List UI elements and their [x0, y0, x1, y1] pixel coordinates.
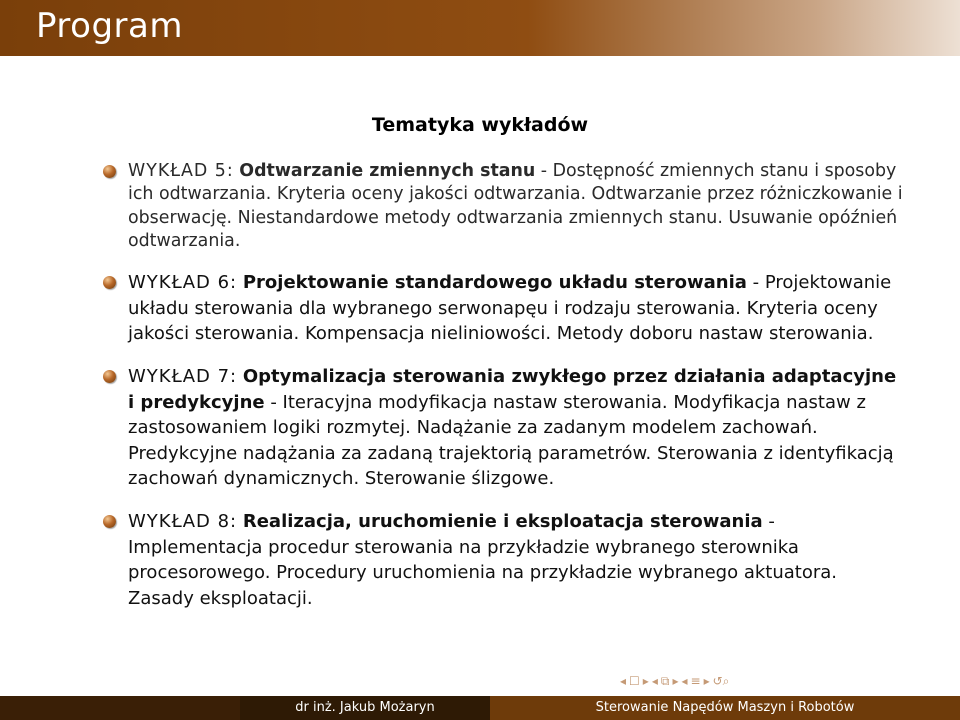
nav-prev-frame-icon[interactable]: ◂: [620, 674, 627, 688]
lecture-list: [128, 160, 904, 628]
nav-next-frame-icon[interactable]: ▸: [642, 674, 649, 688]
nav-subsection-icon[interactable]: ⧉: [660, 674, 670, 688]
footer-bar: [0, 696, 960, 720]
nav-next-section-icon[interactable]: ▸: [703, 674, 710, 688]
beamer-navigation: [620, 674, 729, 689]
bullet-icon: [103, 276, 116, 289]
lecture-topic: Odtwarzanie zmiennych stanu: [239, 161, 536, 181]
section-title: Tematyka wykładów: [371, 114, 589, 136]
nav-prev-subsection-icon[interactable]: ◂: [651, 674, 658, 688]
title-bar: [0, 0, 960, 56]
lecture-item: [128, 364, 904, 492]
bullet-icon: [103, 370, 116, 383]
lecture-description: - Implementacja procedur sterowania na przykładzie wybranego sterownika procesorowego. Procedury uruchomienia na przykładzie wybranego aktuatora. Zasady eksploatacji.: [128, 510, 837, 609]
lecture-prefix: WYKŁAD 6:: [128, 272, 238, 294]
nav-frame-icon[interactable]: ☐: [629, 674, 640, 688]
lecture-topic: Realizacja, uruchomienie i eksploatacja sterowania: [242, 510, 763, 532]
nav-next-subsection-icon[interactable]: ▸: [672, 674, 679, 688]
footer-course: Sterowanie Napędów Maszyn i Robotów: [490, 696, 960, 720]
lecture-topic: Optymalizacja sterowania zwykłego przez działania adaptacyjne i predykcyjne: [128, 365, 897, 413]
lecture-topic: Projektowanie standardowego układu sterowania: [242, 272, 747, 294]
bullet-icon: [103, 515, 116, 528]
nav-prev-section-icon[interactable]: ◂: [681, 674, 688, 688]
bullet-icon: [103, 165, 116, 178]
nav-section-icon[interactable]: ≡: [690, 674, 701, 688]
lecture-prefix: WYKŁAD 7:: [128, 365, 238, 387]
lecture-item: [128, 270, 904, 347]
lecture-prefix: WYKŁAD 5:: [128, 161, 234, 181]
lecture-description: - Dostępność zmiennych stanu i sposoby ich odtwarzania. Kryteria oceny jakości odtwarzania. Odtwarzanie przez różniczkowanie i obserwację. Niestandardowe metody odtwarzania zmiennych stanu. Usuwanie opóźnień odtwarzania.: [128, 161, 903, 251]
nav-search-icon[interactable]: ↺⌕: [712, 674, 730, 688]
slide-title: Program: [36, 6, 183, 46]
lecture-prefix: WYKŁAD 8:: [128, 510, 238, 532]
lecture-item: [128, 160, 904, 253]
footer-author: dr inż. Jakub Możaryn: [240, 696, 490, 720]
lecture-description: - Iteracyjna modyfikacja nastaw sterowania. Modyfikacja nastaw z zastosowaniem logiki rozmytej. Nadążanie za zadanym modelem zachowań. Predykcyjne nadążania za zadaną trajektorią parametrów. Sterowania z identyfikacją zachowań dynamicznych. Sterowanie ślizgowe.: [128, 391, 894, 490]
lecture-description: - Projektowanie układu sterowania dla wybranego serwonapęu i rodzaju sterowania. Kryteria oceny jakości sterowania. Kompensacja nieliniowości. Metody doboru nastaw sterowania.: [128, 272, 892, 345]
lecture-item: [128, 509, 904, 611]
